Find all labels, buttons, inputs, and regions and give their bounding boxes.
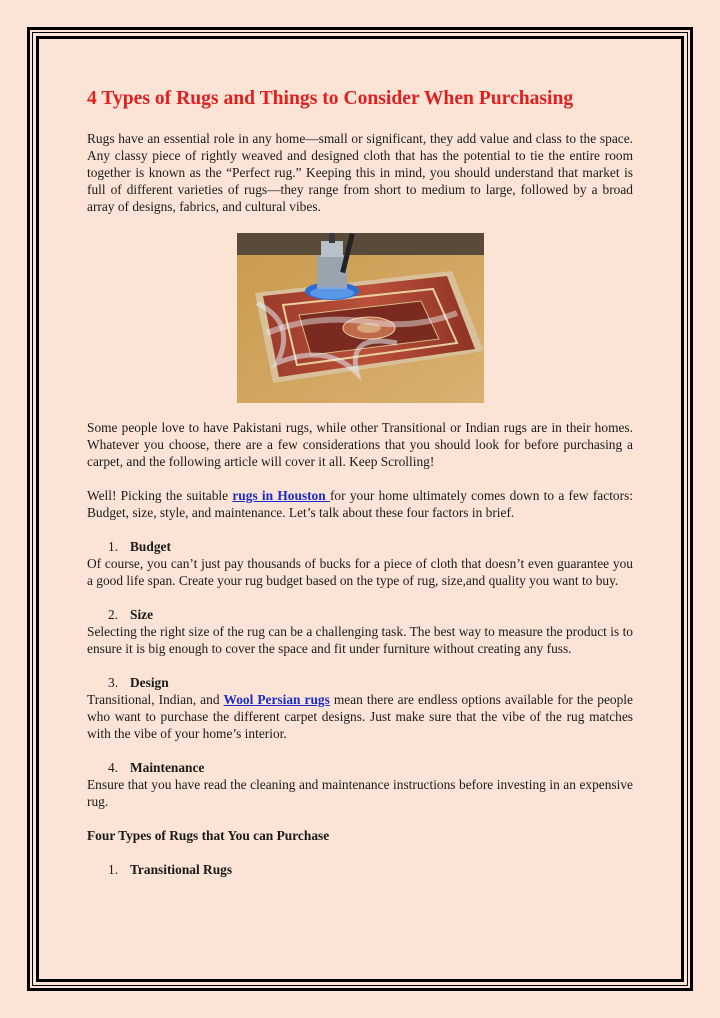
factor-number: 4. bbox=[108, 760, 119, 775]
page-title: 4 Types of Rugs and Things to Consider When Purchasing bbox=[87, 88, 574, 109]
types-heading: Four Types of Rugs that You can Purchase bbox=[87, 828, 330, 843]
factor-text-design bbox=[87, 691, 633, 742]
paragraph-considerations: Some people love to have Pakistani rugs, while other Transitional or Indian rugs are in their homes. Whatever you choose, there are a few considerations that you should look for before purchasing a carpet, and the following article will cover it all. Keep Scrolling! bbox=[87, 420, 633, 469]
factor-number: 1. bbox=[108, 539, 119, 554]
factor-text-design-after: mean there are endless options available for the people who want to purchase the different carpet designs. Just make sure that the vibe of the rug matches with the vibe of your home’s interior. bbox=[87, 692, 633, 741]
factor-heading-budget bbox=[108, 538, 633, 555]
document-content bbox=[87, 86, 633, 878]
factor-heading-design bbox=[108, 674, 633, 691]
factor-title: Size bbox=[130, 607, 154, 622]
paragraph-factors-after: for your home ultimately comes down to a few factors: Budget, size, style, and maintenance. Let’s talk about these four factors in brief. bbox=[87, 488, 633, 520]
intro-paragraph: Rugs have an essential role in any home—small or significant, they add value and class to the space. Any classy piece of rightly weaved and designed cloth that has the potential to tie the entire room together is known as the “Perfect rug.” Keeping this in mind, you should understand that market is full of different varieties of rugs—they range from short to medium to large, followed by a broad array of designs, fabrics, and cultural vibes. bbox=[87, 131, 633, 214]
factor-number: 2. bbox=[108, 607, 119, 622]
factor-text-budget: Of course, you can’t just pay thousands of bucks for a piece of cloth that doesn’t even guarantee you a good life span. Create your rug budget based on the type of rug, size,and quality you want to buy. bbox=[87, 556, 633, 588]
factor-text-maintenance: Ensure that you have read the cleaning and maintenance instructions before investing in an expensive rug. bbox=[87, 777, 633, 809]
paragraph-factors-before: Well! Picking the suitable bbox=[87, 488, 233, 503]
factor-text-design-before: Transitional, Indian, and bbox=[87, 692, 224, 707]
type-number: 1. bbox=[108, 862, 119, 877]
type-heading-transitional bbox=[108, 861, 633, 878]
factor-title: Maintenance bbox=[130, 760, 205, 775]
rugs-in-houston-link[interactable]: rugs in Houston bbox=[232, 488, 330, 503]
factor-title: Design bbox=[130, 675, 169, 690]
rug-cleaning-photo bbox=[237, 233, 484, 403]
wool-persian-rugs-link[interactable]: Wool Persian rugs bbox=[223, 692, 330, 707]
factor-title: Budget bbox=[130, 539, 171, 554]
paragraph-factors bbox=[87, 487, 633, 521]
factor-heading-maintenance bbox=[108, 759, 633, 776]
factor-heading-size bbox=[108, 606, 633, 623]
factor-number: 3. bbox=[108, 675, 119, 690]
type-title: Transitional Rugs bbox=[130, 862, 233, 877]
factor-text-size: Selecting the right size of the rug can be a challenging task. The best way to measure the product is to ensure it is big enough to cover the space and fit under furniture without creating any fuss. bbox=[87, 624, 633, 656]
